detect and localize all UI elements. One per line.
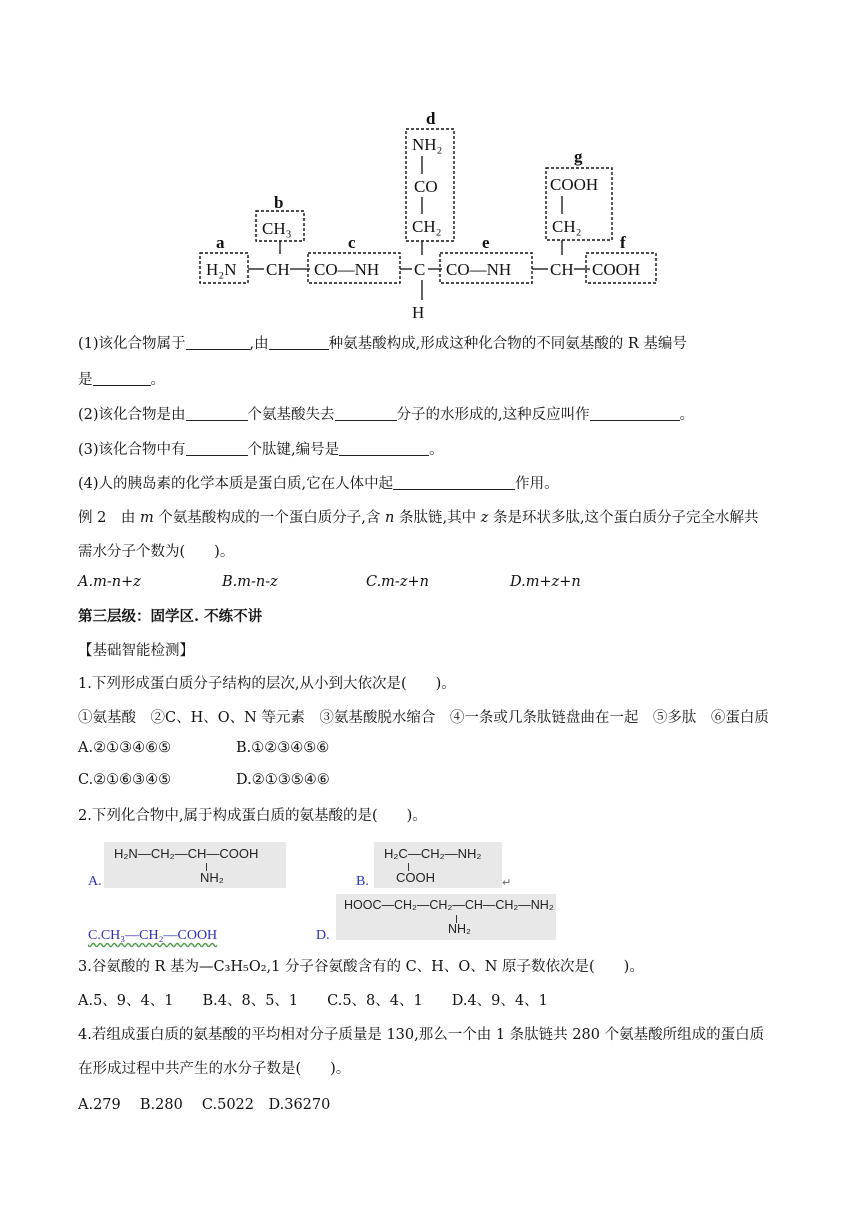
answer-blank[interactable] [186,335,250,350]
structure-image-a: H₂N—CH₂—CH—COOH NH₂ [104,842,286,888]
example-2-line-2: 需水分子个数为( )。 [78,544,235,560]
exercise-2-option-c[interactable]: C.CH₃—CH₂—COOH [88,928,218,943]
ch-2-text: CH [550,260,574,279]
level-3-heading: 第三层级：固学区. 不练不讲 [78,608,263,625]
exercise-2-option-b[interactable]: B. [356,874,369,889]
exercise-4-stem-line-1: 4.若组成蛋白质的氨基酸的平均相对分子质量是 130,那么一个由 1 条肽链共 280 个氨基酸所组成的蛋白质 [78,1027,765,1043]
group-c-text: CO—NH [314,260,380,279]
exercise-1-stem: 1.下列形成蛋白质分子结构的层次,从小到大依次是( )。 [78,676,456,692]
exercise-2-option-a[interactable]: A. [88,874,102,889]
section-heading: 【基础智能检测】 [78,643,194,659]
question-4: (4)人的胰岛素的化学本质是蛋白质,它在人体中起 作用。 [78,476,559,492]
polypeptide-structure-diagram [190,104,670,326]
group-a-text: H₂N [206,260,237,279]
example-2-option-a[interactable]: A.m-n+z [78,574,141,590]
label-d: d [426,109,436,128]
return-mark: ↵ [502,877,512,889]
answer-blank[interactable] [186,441,248,456]
exercise-1-option-b[interactable]: B.①②③④⑤⑥ [236,740,330,756]
exercise-3-stem: 3.谷氨酸的 R 基为—C₃H₅O₂,1 分子谷氨酸含有的 C、H、O、N 原子数依次是( )。 [78,959,644,975]
label-a: a [216,233,225,252]
example-2-option-c[interactable]: C.m-z+n [366,574,429,590]
label-c: c [348,233,356,252]
group-e-text: CO—NH [446,260,512,279]
question-3: (3)该化合物中有 个肽键,编号是 。 [78,442,444,458]
d-ch2-text: CH₂ [412,217,442,236]
structure-image-b: H₂C—CH₂—NH₂ COOH [374,842,502,888]
question-1-line-1: (1)该化合物属于 ,由 种氨基酸构成,形成这种化合物的不同氨基酸的 R 基编号 [78,336,687,352]
h-bottom-text: H [412,303,425,322]
exercise-1-items: ①氨基酸 ②C、H、O、N 等元素 ③氨基酸脱水缩合 ④一条或几条肽链盘曲在一起 ⑤多肽 ⑥蛋白质 [78,710,769,726]
exercise-4-stem-line-2: 在形成过程中共产生的水分子数是( )。 [78,1061,351,1077]
label-f: f [620,233,626,252]
exercise-2-option-d[interactable]: D. [316,928,330,943]
example-2-option-b[interactable]: B.m-n-z [222,574,278,590]
group-f-text: COOH [592,260,641,279]
label-e: e [482,233,490,252]
answer-blank[interactable] [186,406,248,421]
example-2-option-d[interactable]: D.m+z+n [510,574,581,590]
example-2-line-1: 例 2 由 m 个氨基酸构成的一个蛋白质分子,含 n 条肽链,其中 z 条是环状多肽,这个蛋白质分子完全水解共 [78,510,759,526]
group-b-text: CH₃ [262,219,292,238]
exercise-4-options[interactable]: A.279 B.280 C.5022 D.36270 [78,1097,331,1113]
exercise-1-option-a[interactable]: A.②①③④⑥⑤ [78,740,172,756]
answer-blank[interactable] [93,371,151,386]
d-co-text: CO [414,177,438,196]
answer-blank[interactable] [393,475,515,490]
exercise-1-option-d[interactable]: D.②①③⑤④⑥ [236,772,330,788]
question-2: (2)该化合物是由 个氨基酸失去 分子的水形成的,这种反应叫作 。 [78,407,695,423]
answer-blank[interactable] [269,335,329,350]
answer-blank[interactable] [339,441,429,456]
label-g: g [574,147,583,166]
exercise-2-stem: 2.下列化合物中,属于构成蛋白质的氨基酸的是( )。 [78,808,427,824]
structure-image-d: HOOC—CH₂—CH₂—CH—CH₂—NH₂ NH₂ [336,894,556,940]
ch-1-text: CH [266,260,290,279]
question-1-line-2: 是 。 [78,372,165,388]
answer-blank[interactable] [590,406,680,421]
exercise-3-options[interactable]: A.5、9、4、1 B.4、8、5、1 C.5、8、4、1 D.4、9、4、1 [78,993,548,1009]
label-b: b [274,193,284,212]
g-cooh-text: COOH [550,175,599,194]
c-center-text: C [414,260,426,279]
exercise-1-option-c[interactable]: C.②①⑥③④⑤ [78,772,172,788]
answer-blank[interactable] [335,406,397,421]
g-ch2-text: CH₂ [552,217,582,236]
d-nh2-text: NH₂ [412,135,443,154]
